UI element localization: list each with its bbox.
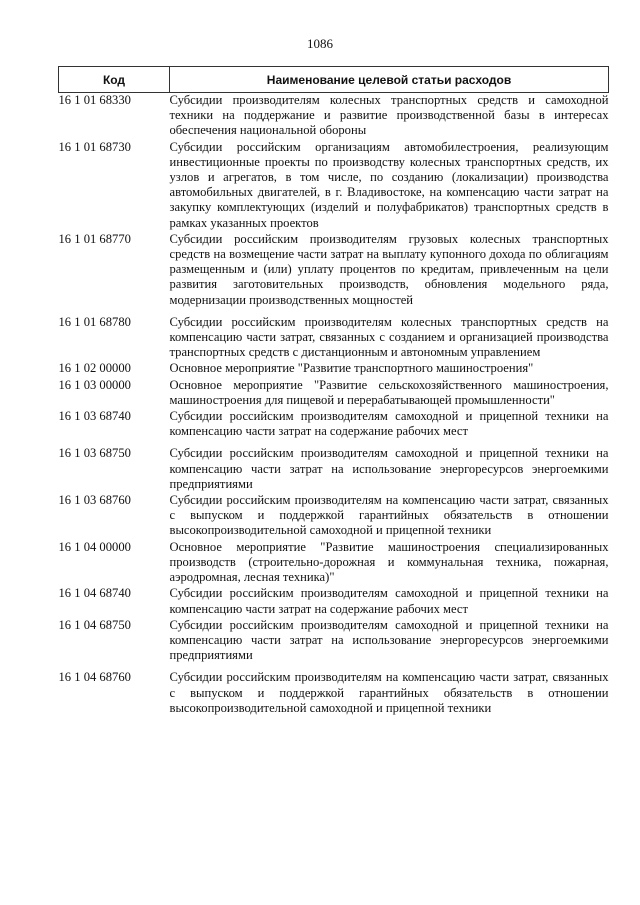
page-number: 1086 [307,36,333,51]
row-code: 16 1 04 68750 [58,617,131,632]
table-body [59,93,609,717]
table-header [59,67,609,93]
row-name: Субсидии российским производителям самоходной и прицепной техники на компенсацию части затрат на содержание рабочих мест [169,409,609,439]
row-code: 16 1 03 68740 [58,409,131,424]
table-row [59,618,609,671]
table-row [59,232,609,315]
header-name: Наименование целевой статьи расходов [170,67,609,93]
row-name: Субсидии российским производителям самоходной и прицепной техники на компенсацию части затрат на использование энергоресурсов энергоемкими предприятиями [169,446,609,491]
table-row [59,140,609,232]
table-row [59,586,609,617]
row-code: 16 1 04 68760 [58,670,131,685]
row-code: 16 1 03 00000 [58,377,131,392]
row-code: 16 1 01 68780 [58,314,131,329]
table-row [59,409,609,446]
row-code: 16 1 04 00000 [58,539,131,554]
row-code: 16 1 02 00000 [58,361,131,376]
row-name: Субсидии российским организациям автомобилестроения, реализующим инвестиционные проекты по производству колесных транспортных средств, их узлов и агрегатов, в том числе, по созданию (локализации) производства автомобильных двигателей, в г. Владивостоке, на компенсацию части затрат на закупку комплектующих (изделий и полуфабрикатов) транспортных средств в рамках указанных проектов [169,139,609,230]
row-name: Субсидии российским производителям грузовых колесных транспортных средств на возмещение части затрат на выплату купонного дохода по облигациям размещенным и (или) уплату процентов по кредитам, привлеченным на цели развития заготовительных производств, обновления модельного ряда, модернизации производственных мощностей [169,231,609,307]
row-code: 16 1 03 68760 [58,493,131,508]
table-row [59,361,609,377]
header-code: Код [59,67,170,93]
row-name: Субсидии российским производителям самоходной и прицепной техники на компенсацию части затрат на использование энергоресурсов энергоемкими предприятиями [169,617,609,663]
row-name: Субсидии российским производителям на компенсацию части затрат, связанных с выпуском и поддержкой гарантийных обязательств в отношении высокопроизводительной самоходной и прицепной техники [169,493,609,538]
row-name: Субсидии российским производителям колесных транспортных средств на компенсацию части затрат, связанных с созданием и организацией производства транспортных средств с дистанционным и автономным управлением [169,314,609,360]
table-row [59,93,609,140]
row-name: Основное мероприятие "Развитие машиностроения специализированных производств (строительно-дорожная и коммунальная техника, пожарная, аэродромная, лесная техника)" [169,539,609,585]
row-code: 16 1 01 68330 [58,93,131,107]
row-code: 16 1 01 68730 [58,139,131,154]
table-row [59,670,609,717]
table-row [59,493,609,540]
row-code: 16 1 01 68770 [58,231,131,246]
table-row [59,378,609,409]
table-row [59,446,609,493]
table-row [59,315,609,362]
row-name: Основное мероприятие "Развитие транспортного машиностроения" [169,361,534,376]
row-code: 16 1 04 68740 [58,586,131,601]
budget-codes-table [58,66,609,717]
row-name: Основное мероприятие "Развитие сельскохозяйственного машиностроения, машиностроения для пищевой и перерабатывающей промышленности" [169,377,609,407]
row-name: Субсидии российским производителям на компенсацию части затрат, связанных с выпуском и поддержкой гарантийных обязательств в отношении высокопроизводительной самоходной и прицепной техники [169,670,609,715]
row-name: Субсидии производителям колесных транспортных средств и самоходной техники на поддержание и развитие производственной базы в интересах обеспечения национальной обороны [169,93,609,138]
table-row [59,540,609,587]
row-code: 16 1 03 68750 [58,446,131,461]
row-name: Субсидии российским производителям самоходной и прицепной техники на компенсацию части затрат на содержание рабочих мест [169,586,609,616]
